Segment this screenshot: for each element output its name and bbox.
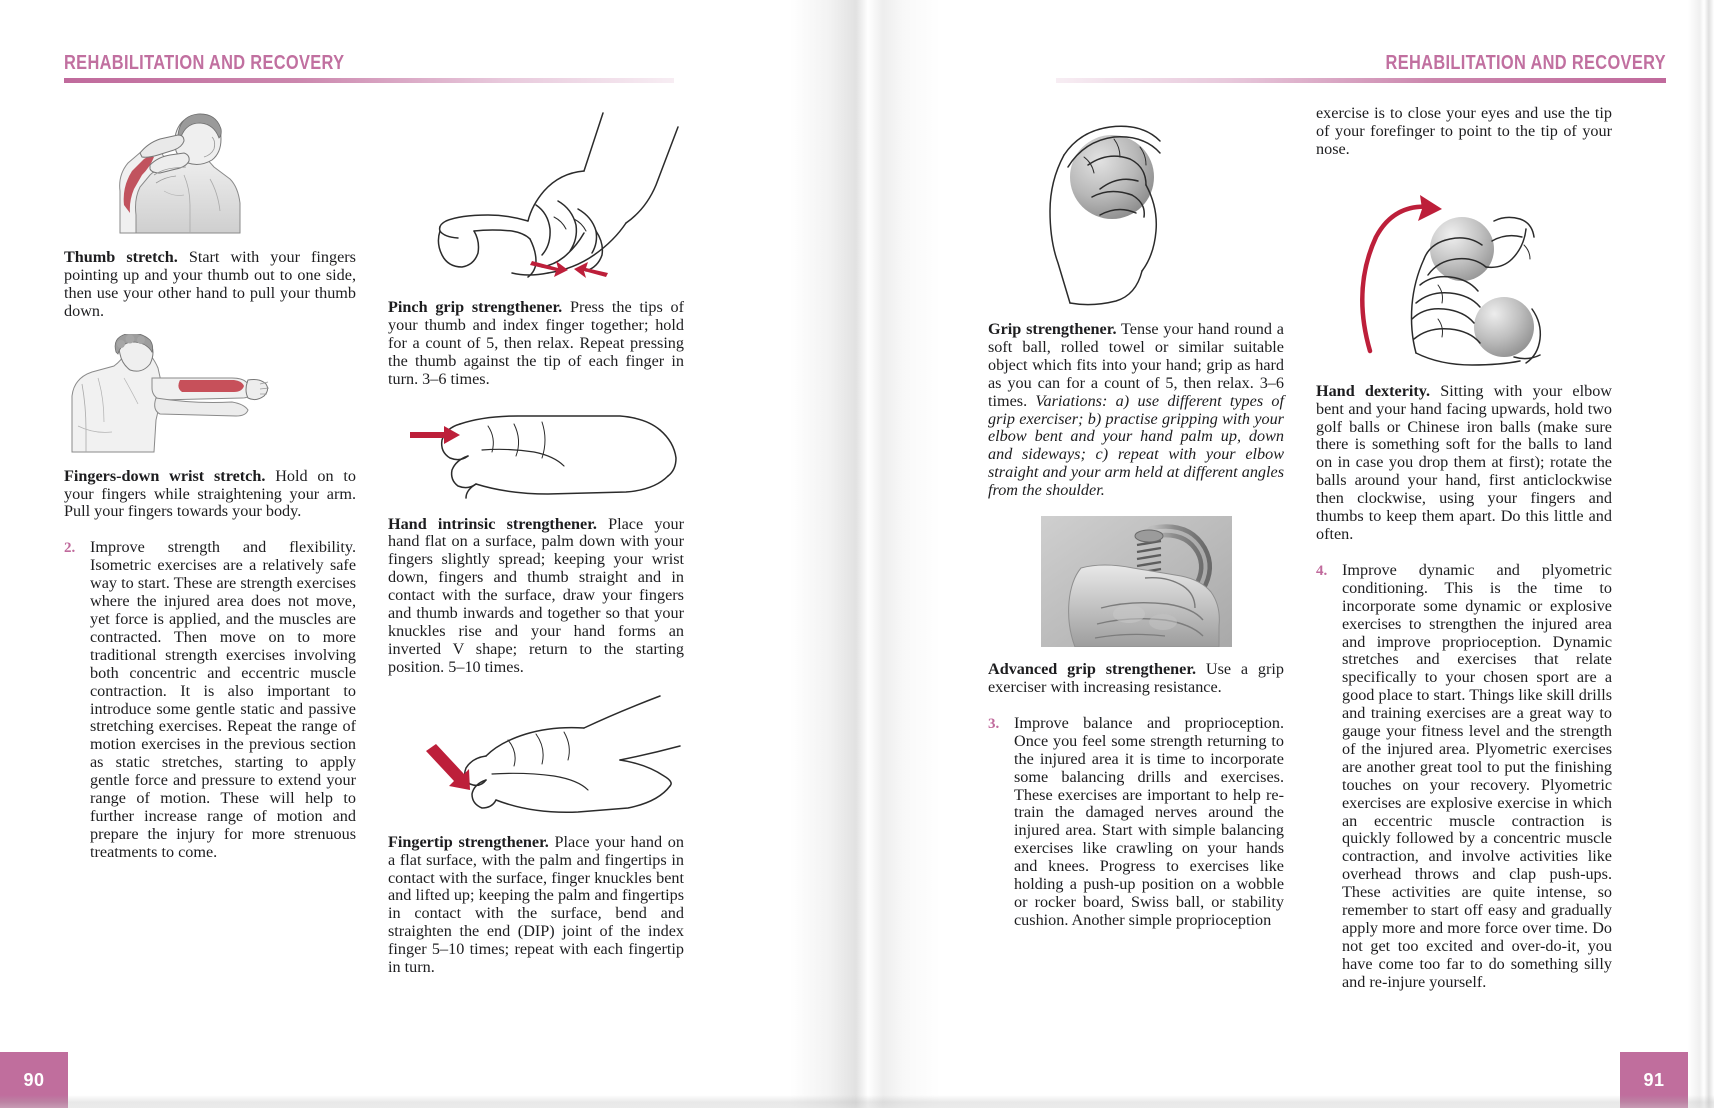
left-page-columns — [64, 105, 684, 977]
entry-lead: Advanced grip strengthener. — [988, 660, 1197, 679]
continuation-paragraph: exercise is to close your eyes and use the tip of your forefinger to point to the tip of your nose. — [1316, 104, 1612, 158]
entry-hand-dexterity — [1316, 383, 1612, 544]
running-head-left: REHABILITATION AND RECOVERY — [64, 52, 345, 74]
entry-italic-variations: Variations: a) use different types of grip exerciser; b) practise gripping with your elbow bent and your hand palm up, down and sideways; c) repeat with your elbow straight and your arm held at different angles from the shoulder. — [988, 391, 1285, 500]
book-gutter — [790, 0, 940, 1108]
list-number: 2. — [64, 540, 76, 557]
entry-text: Place your hand flat on a surface, palm down with your fingers slightly spread; keeping your wrist down, fingers and thumb straight and in contact with the surface, draw your fingers and thumb inwards and together so that your knuckles rise and your hand forms an inverted V shape; return to the starting position. 5–10 times. — [388, 514, 684, 676]
entry-text: Sitting with your elbow bent and your hand facing upwards, hold two golf balls or Chinese iron balls (make sure there is something soft for the balls to land on in case you drop them at first); rotate the balls around your hand, first anticlockwise then clockwise, using your fingers and thumbs to keep them apart. Do this little and often. — [1316, 381, 1612, 543]
entry-text: Press the tips of your thumb and index finger together; hold for a count of 5, then relax. Repeat pressing the thumb against the tip of each finger in turn. 3–6 times. — [388, 298, 685, 388]
entry-hand-intrinsic-strengthener — [388, 516, 684, 677]
entry-advanced-grip-strengthener — [988, 661, 1284, 697]
page-right — [940, 0, 1714, 1108]
entry-text: Start with your fingers pointing up and your thumb out to one side, then use your other hand to pull your thumb down. — [64, 248, 356, 320]
list-number: 4. — [1316, 562, 1328, 579]
entry-text: Use a grip exerciser with increasing resistance. — [988, 660, 1284, 696]
pinch-grip-strengthener-figure — [388, 105, 684, 285]
left-column-1 — [64, 105, 356, 977]
entry-fingertip-strengthener — [388, 834, 684, 977]
entry-text: Place your hand on a flat surface, with the palm and fingertips in contact with the surface, finger knuckles bent and lifted up; keeping the palm and fingertips in contact with the surface, bend and straighten the end (DIP) joint of the index finger 5–10 times; repeat with each fingertip in turn. — [388, 832, 684, 977]
entry-lead: Pinch grip strengthener. — [388, 298, 563, 316]
entry-lead: Hand dexterity. — [1316, 381, 1431, 400]
hand-intrinsic-strengthener-figure — [388, 402, 684, 502]
thumb-stretch-figure — [64, 105, 356, 235]
page-number-left: 90 — [0, 1052, 68, 1108]
right-column-2 — [1316, 105, 1612, 1005]
list-text: Improve balance and proprioception. Once you feel some strength returning to the injured area it is time to incorporate some balancing drills and exercises. These exercises are important to help re-train the damaged nerves around the injured area. Start with simple balancing exercises like crawling on your hands and knees. Progress to exercises like holding a push-up position on a wobble or rocker board, Swiss ball, or stability cushion. Another simple proprioception — [1014, 713, 1284, 929]
numbered-list-item-4 — [1316, 562, 1612, 992]
entry-pinch-grip-strengthener — [388, 299, 684, 389]
grip-strengthener-figure — [988, 111, 1284, 307]
entry-lead: Fingers-down wrist stretch. — [64, 466, 266, 485]
list-text: Improve strength and flexibility. Isometric exercises are a relatively safe way to start. These are strength exercises where the injured area does not move, yet force is applied, and the muscles are contracted. Then move on to more traditional strength exercises involving both concentric and eccentric muscle contraction. It is also important to introduce some gentle static and passive stretching exercises. Repeat the range of motion exercises in the previous section as static stretches, starting to apply gentle force and pressure to extend your range of motion. These will help to further increase range of motion and prepare the injury for more strenuous treatments to come. — [90, 538, 356, 861]
right-page-columns — [988, 105, 1648, 1005]
entry-fingers-down-wrist-stretch — [64, 468, 356, 522]
fingertip-strengthener-figure — [388, 690, 684, 820]
entry-thumb-stretch — [64, 249, 356, 321]
page-edge-shadow — [1688, 0, 1714, 1108]
running-head-rule-right — [1056, 78, 1666, 83]
entry-text: Hold on to your fingers while straightening your arm. Pull your fingers towards your body. — [64, 466, 356, 521]
entry-lead: Fingertip strengthener. — [388, 832, 549, 851]
numbered-list-item-3 — [988, 715, 1284, 930]
fingers-down-wrist-stretch-figure — [64, 334, 356, 454]
entry-grip-strengthener — [988, 321, 1284, 500]
right-column-1 — [988, 105, 1284, 1005]
entry-text: Tense your hand round a soft ball, rolled towel or similar suitable object which fits into your hand; grip as hard as you can for a count of 5, then relax. 3–6 times. — [988, 320, 1284, 410]
page-left — [0, 0, 790, 1108]
list-number: 3. — [988, 715, 1000, 732]
advanced-grip-strengthener-photo — [1041, 516, 1232, 647]
entry-lead: Thumb stretch. — [64, 248, 178, 266]
entry-lead: Grip strengthener. — [988, 320, 1117, 338]
left-column-2 — [388, 105, 684, 977]
running-head-right: REHABILITATION AND RECOVERY — [1385, 52, 1666, 74]
entry-lead: Hand intrinsic strengthener. — [388, 514, 597, 533]
running-head-rule-left — [64, 78, 674, 83]
page-number-right: 91 — [1620, 1052, 1688, 1108]
numbered-list-item-2 — [64, 539, 356, 861]
list-text: Improve dynamic and plyometric conditioning. This is the time to incorporate some dynamic or explosive exercises to strengthen the injured area and improve proprioception. Dynamic stretches and exercises that relate specifically to your chosen sport are a good place to start. Things like skill drills and training exercises are a great way to gauge your fitness level and the strength of the injured area. Plyometric exercises are another great tool to put the finishing touches on your recovery. Plyometric exercises are explosive exercise in which an eccentric muscle contraction is quickly followed by a concentric muscle contraction, and involve activities like overhead throws and clap push-ups. These activities are quite intense, so remember to start off easy and gradually apply more and more force over time. Do not get too excited and over-do-it, you have come too far to do something silly and re-injure yourself. — [1342, 560, 1612, 991]
hand-dexterity-figure — [1316, 189, 1612, 369]
